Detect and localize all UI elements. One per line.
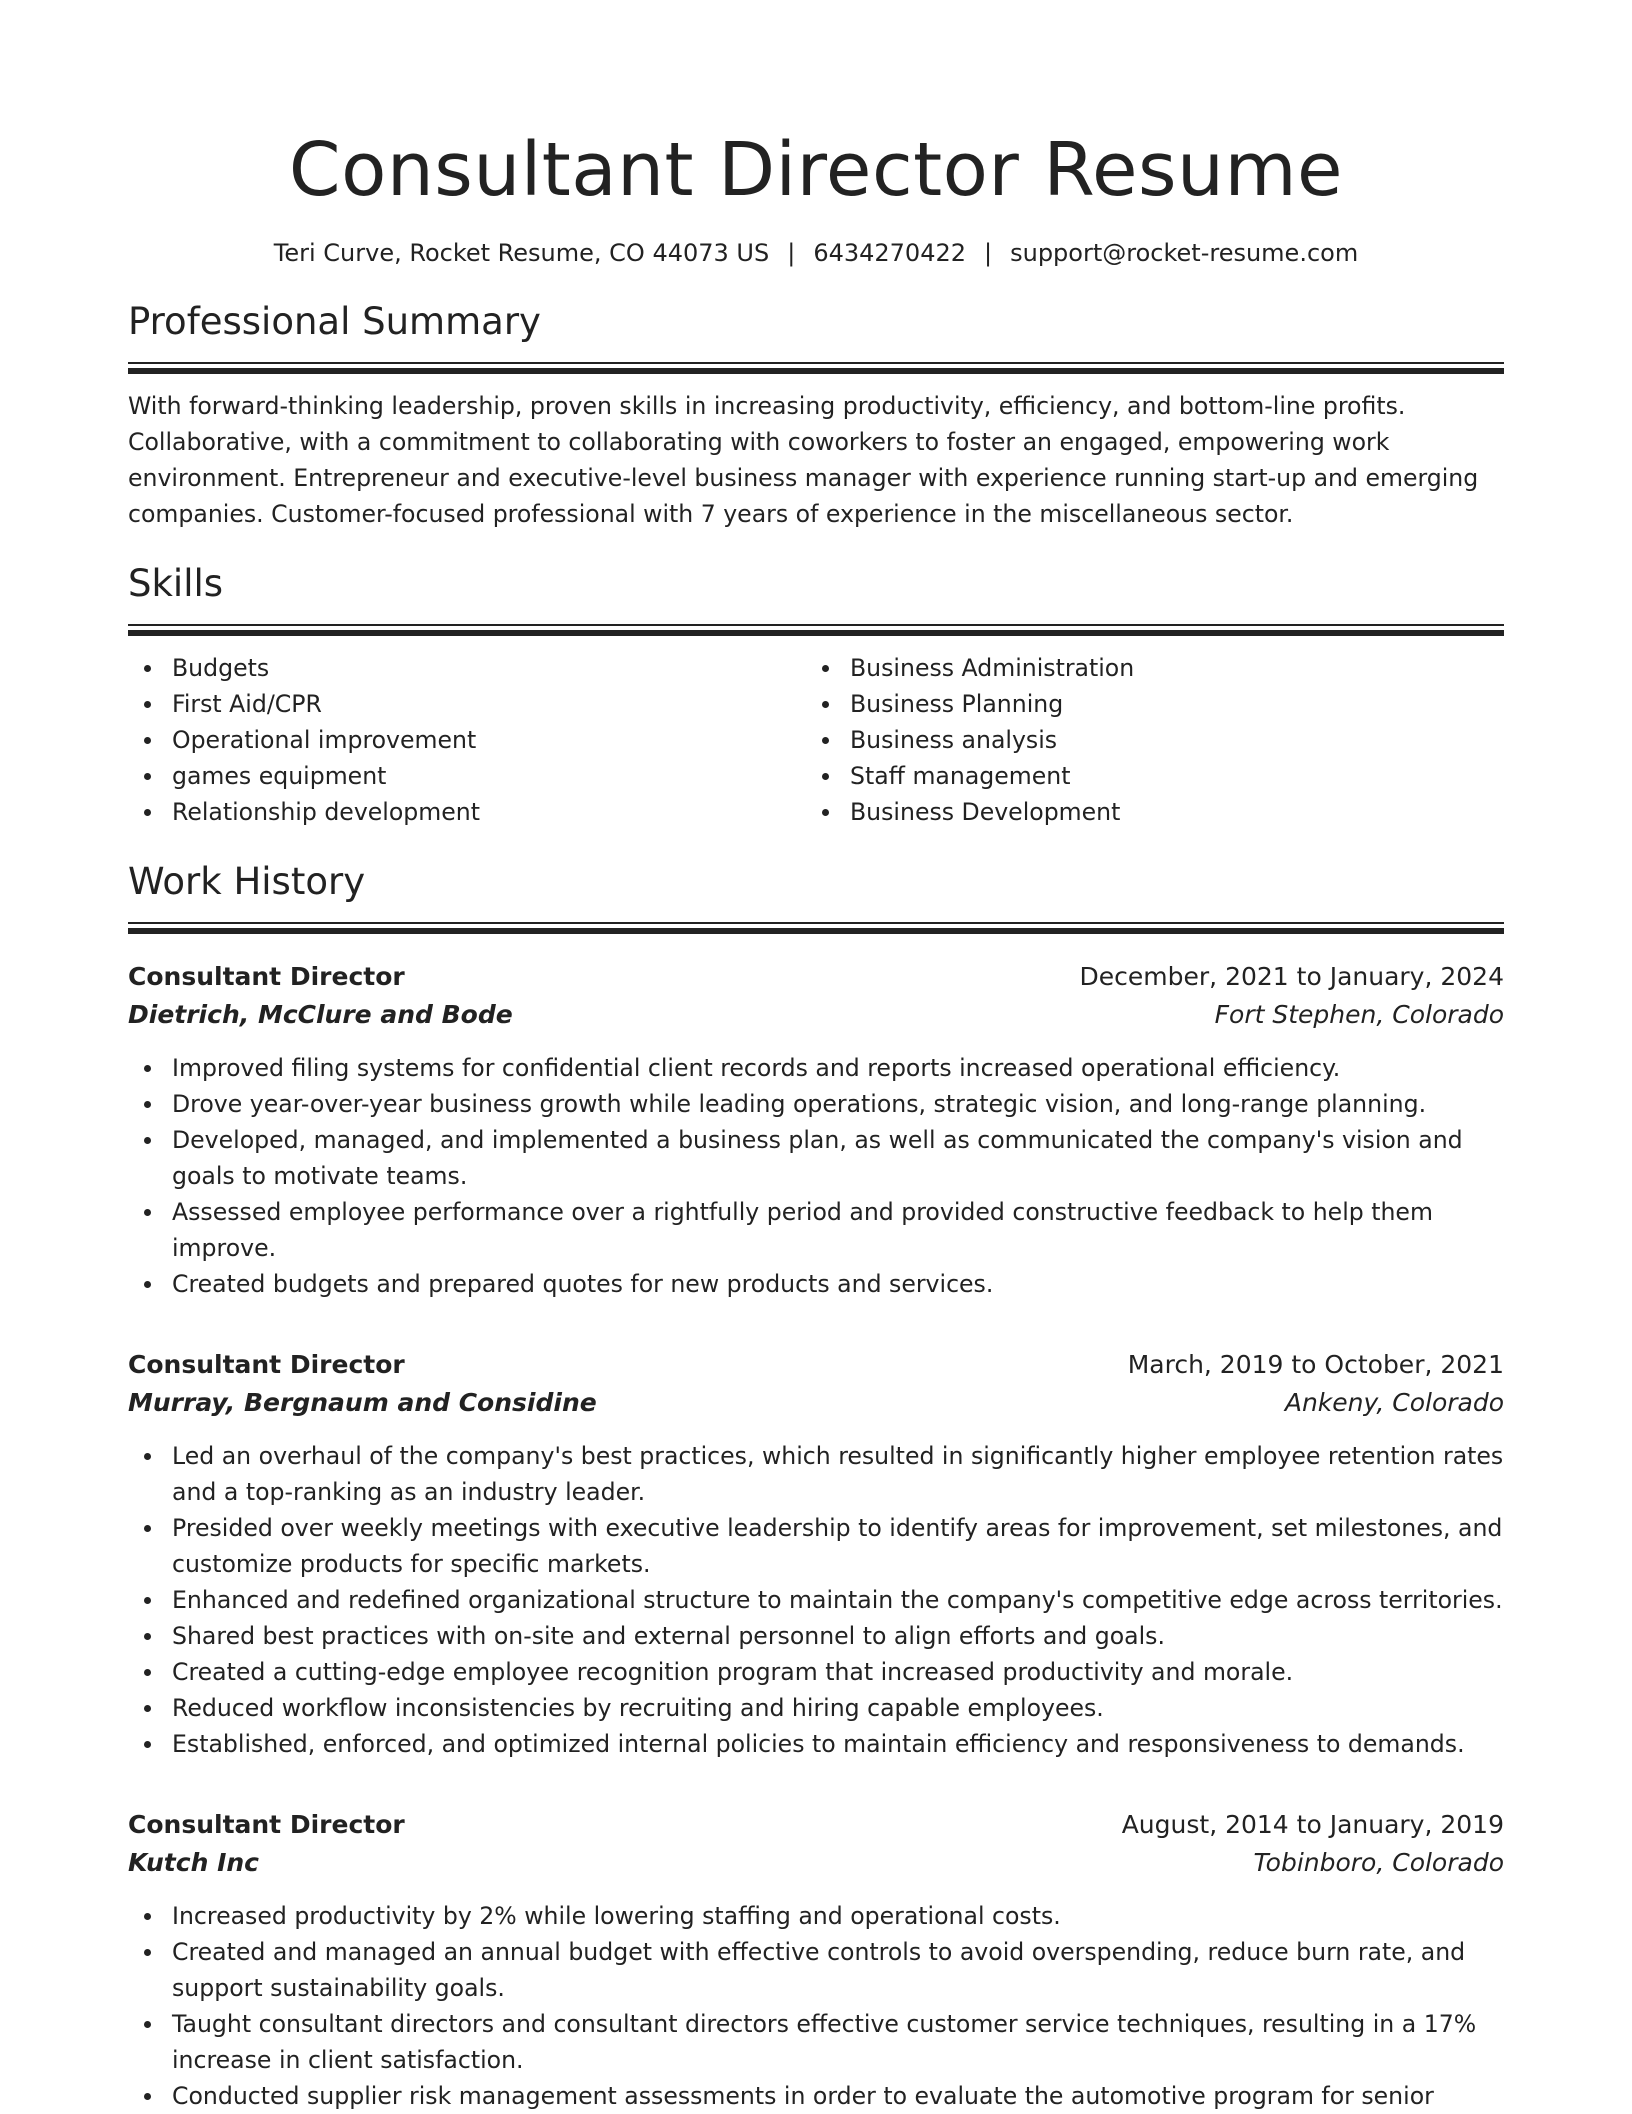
page-title: Consultant Director Resume [288,127,1344,213]
job-company-row [128,1384,1504,1422]
section-heading-work-history: Work History [128,860,366,903]
job-bullets [128,1438,1504,1762]
section-heading-skills: Skills [128,562,224,605]
skills-grid [128,650,1504,830]
job-bullet: Established, enforced, and optimized internal policies to maintain efficiency and responsiveness to demands. [172,1726,1504,1762]
skill-item: First Aid/CPR [172,686,806,722]
job-bullet: Conducted supplier risk management assessments in order to evaluate the automotive program for senior [172,2078,1504,2114]
job-bullet: Improved filing systems for confidential client records and reports increased operational efficiency. [172,1050,1504,1086]
skill-item: Operational improvement [172,722,806,758]
job-entry [128,1346,1504,1762]
job-company: Dietrich, McClure and Bode [128,1000,513,1029]
job-title: Consultant Director [128,962,405,991]
contact-email: support@rocket-resume.com [1010,239,1359,267]
job-bullet: Shared best practices with on-site and external personnel to align efforts and goals. [172,1618,1504,1654]
contact-phone: 6434270422 [813,239,967,267]
job-company-row [128,1844,1504,1882]
contact-separator: | [984,239,993,267]
skill-item: Budgets [172,650,806,686]
skills-column-left [128,650,806,830]
job-company: Murray, Bergnaum and Considine [128,1388,597,1417]
skill-item: Staff management [850,758,1484,794]
professional-summary-section [128,298,1504,532]
job-company: Kutch Inc [128,1848,259,1877]
job-bullet: Taught consultant directors and consultant directors effective customer service techniques, resulting in a 17% increase in client satisfaction. [172,2006,1504,2078]
job-company-row [128,996,1504,1034]
job-bullets [128,1898,1504,2114]
job-bullet: Assessed employee performance over a rightfully period and provided constructive feedback to help them improve. [172,1194,1504,1266]
section-divider [128,362,1504,374]
job-title-row [128,1346,1504,1384]
job-bullet: Developed, managed, and implemented a business plan, as well as communicated the company's vision and goals to motivate teams. [172,1122,1504,1194]
job-bullet: Created a cutting-edge employee recognition program that increased productivity and morale. [172,1654,1504,1690]
job-location: Ankeny, Colorado [1284,1388,1504,1417]
section-divider [128,922,1504,934]
job-title: Consultant Director [128,1350,405,1379]
job-title-row [128,958,1504,996]
job-location: Fort Stephen, Colorado [1214,1000,1504,1029]
job-title: Consultant Director [128,1810,405,1839]
job-bullet: Created and managed an annual budget with effective controls to avoid overspending, reduce burn rate, and support sustainability goals. [172,1934,1504,2006]
skills-column-right [806,650,1484,830]
work-history-section [128,858,1504,2114]
skill-item: Business analysis [850,722,1484,758]
contact-address: Teri Curve, Rocket Resume, CO 44073 US [273,239,770,267]
job-dates: March, 2019 to October, 2021 [1127,1350,1504,1379]
job-location: Tobinboro, Colorado [1253,1848,1504,1877]
section-heading-summary: Professional Summary [128,300,541,343]
skill-item: Business Administration [850,650,1484,686]
job-dates: December, 2021 to January, 2024 [1079,962,1504,991]
job-entry [128,958,1504,1302]
job-bullet: Increased productivity by 2% while lowering staffing and operational costs. [172,1898,1504,1934]
job-entry [128,1806,1504,2114]
job-title-row [128,1806,1504,1844]
skill-item: Relationship development [172,794,806,830]
skills-section [128,560,1504,830]
summary-text: With forward-thinking leadership, proven skills in increasing productivity, efficiency, and bottom-line profits. Collaborative, with a commitment to collaborating with coworkers to foster an engaged, empowering work environment. Entrepreneur and executive-level business manager with experience running start-up and emerging companies. Customer-focused professional with 7 years of experience in the miscellaneous sector. [128,392,1479,528]
contact-line [128,236,1504,270]
job-bullets [128,1050,1504,1302]
job-bullet: Enhanced and redefined organizational structure to maintain the company's competitive edge across territories. [172,1582,1504,1618]
resume-page [128,0,1504,2114]
job-bullet: Drove year-over-year business growth while leading operations, strategic vision, and long-range planning. [172,1086,1504,1122]
skill-item: Business Planning [850,686,1484,722]
job-bullet: Presided over weekly meetings with executive leadership to identify areas for improvement, set milestones, and customize products for specific markets. [172,1510,1504,1582]
section-divider [128,624,1504,636]
contact-separator: | [787,239,796,267]
job-bullet: Led an overhaul of the company's best practices, which resulted in significantly higher employee retention rates and a top-ranking as an industry leader. [172,1438,1504,1510]
job-bullet: Created budgets and prepared quotes for new products and services. [172,1266,1504,1302]
job-dates: August, 2014 to January, 2019 [1121,1810,1504,1839]
skill-item: games equipment [172,758,806,794]
job-bullet: Reduced workflow inconsistencies by recruiting and hiring capable employees. [172,1690,1504,1726]
skill-item: Business Development [850,794,1484,830]
